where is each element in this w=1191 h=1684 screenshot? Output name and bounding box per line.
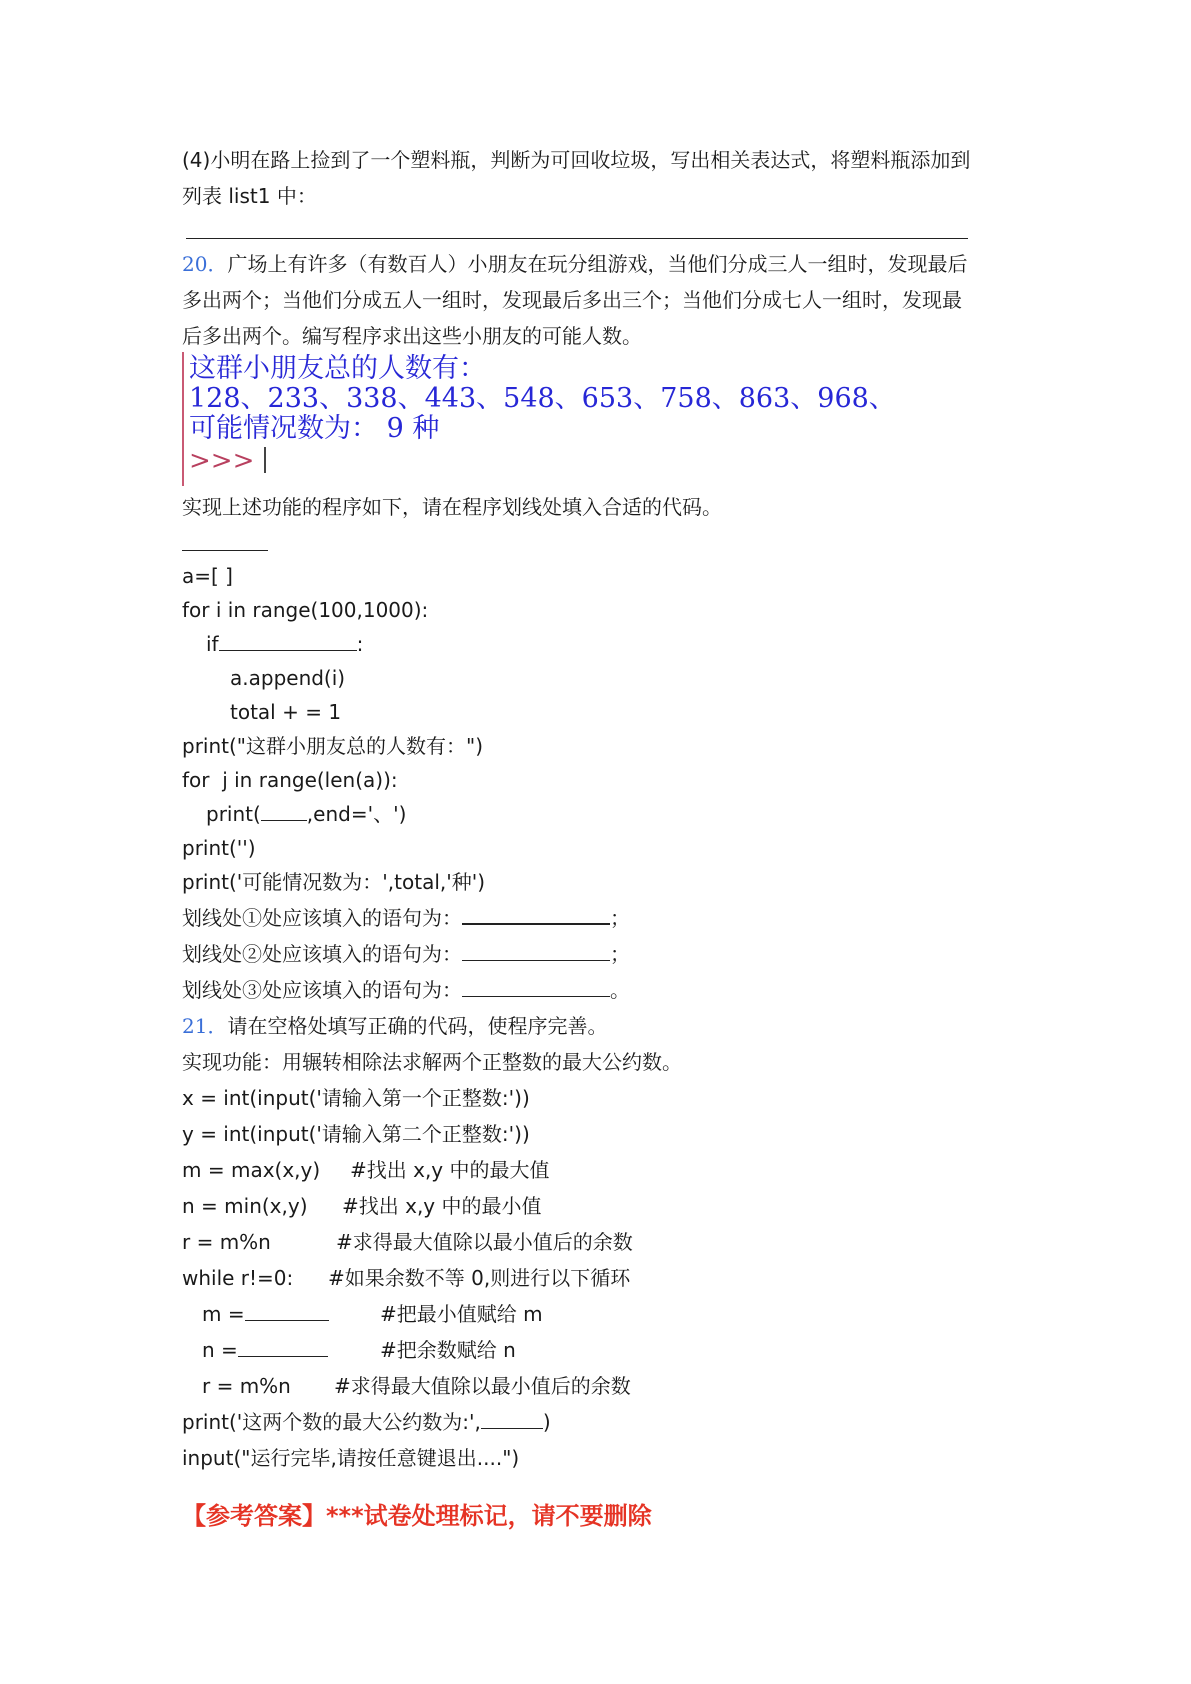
answer-header: 【参考答案】***试卷处理标记，请不要删除 — [182, 1502, 652, 1530]
comment-while: #如果余数不等 0,则进行以下循环 — [328, 1266, 631, 1290]
fill1-blank[interactable] — [462, 905, 610, 925]
code21-line5 — [182, 1228, 633, 1256]
q20-number: 20． — [182, 252, 228, 276]
code20-line8 — [206, 800, 406, 828]
q19-answer-line — [186, 238, 968, 239]
blank-n[interactable] — [238, 1338, 328, 1357]
blank-m[interactable] — [245, 1302, 329, 1321]
console-prompt: >>> — [189, 446, 255, 476]
q20-line2: 多出两个；当他们分成五人一组时，发现最后多出三个；当他们分成七人一组时，发现最 — [182, 288, 962, 312]
code21-m-assign: m = — [202, 1302, 245, 1326]
fill-line-2 — [182, 940, 630, 968]
code21-line6 — [182, 1264, 631, 1292]
code21-line2: y = int(input('请输入第二个正整数:')) — [182, 1122, 530, 1146]
q20-intro: 实现上述功能的程序如下，请在程序划线处填入合适的代码。 — [182, 495, 722, 519]
comment-mod: #求得最大值除以最小值后的余数 — [336, 1230, 633, 1254]
console-line3: 可能情况数为： 9 种 — [189, 413, 440, 444]
code20-colon: : — [356, 632, 364, 656]
q21-title-text: 请在空格处填写正确的代码，使程序完善。 — [227, 1014, 608, 1038]
code21-max: m = max(x,y) — [182, 1158, 321, 1182]
code20-line3 — [206, 630, 363, 658]
console-cursor — [264, 447, 266, 473]
comment-n: #把余数赋给 n — [380, 1338, 516, 1362]
code20-line4: a.append(i) — [230, 666, 346, 690]
code20-print: print( — [206, 802, 261, 826]
code21-line4 — [182, 1192, 542, 1220]
code20-line1: a=[ ] — [182, 564, 233, 588]
q21-number: 21． — [182, 1014, 228, 1038]
code21-line7 — [202, 1300, 543, 1328]
q21-desc: 实现功能：用辗转相除法求解两个正整数的最大公约数。 — [182, 1050, 682, 1074]
fill3-label: 划线处③处应该填入的语句为： — [182, 978, 462, 1002]
code20-line5: total + = 1 — [230, 700, 342, 724]
fill1-end: ； — [610, 906, 630, 930]
fill3-end: 。 — [610, 978, 630, 1002]
code21-line1: x = int(input('请输入第一个正整数:')) — [182, 1086, 530, 1110]
fill-line-1 — [182, 904, 630, 932]
q19-part4-line2: 列表 list1 中： — [182, 184, 317, 208]
code21-mod2: r = m%n — [202, 1374, 291, 1398]
fill-line-3 — [182, 976, 630, 1004]
comment-max: #找出 x,y 中的最大值 — [350, 1158, 550, 1182]
blank-1[interactable] — [219, 632, 357, 651]
q20-line1 — [182, 250, 967, 278]
q20-line3: 后多出两个。编写程序求出这些小朋友的可能人数。 — [182, 324, 642, 348]
q20-blank-top — [182, 550, 268, 551]
fill1-label: 划线处①处应该填入的语句为： — [182, 906, 462, 930]
q19-part4-line1: (4)小明在路上捡到了一个塑料瓶，判断为可回收垃圾，写出相关表达式，将塑料瓶添加到 — [182, 148, 971, 172]
q20-text-line1: 广场上有许多（有数百人）小朋友在玩分组游戏，当他们分成三人一组时，发现最后 — [227, 252, 968, 276]
code20-line2: for i in range(100,1000): — [182, 598, 429, 622]
q21-title — [182, 1012, 607, 1040]
code20-line10: print('可能情况数为：',total,'种') — [182, 870, 486, 894]
code20-if: if — [206, 632, 219, 656]
code21-line8 — [202, 1336, 516, 1364]
blank-2[interactable] — [261, 802, 307, 821]
code20-line7: for j in range(len(a)): — [182, 768, 398, 792]
code21-while: while r!=0: — [182, 1266, 294, 1290]
code21-print: print('这两个数的最大公约数为:', — [182, 1410, 481, 1434]
code21-min: n = min(x,y) — [182, 1194, 308, 1218]
comment-mod2: #求得最大值除以最小值后的余数 — [334, 1374, 631, 1398]
fill2-label: 划线处②处应该填入的语句为： — [182, 942, 462, 966]
fill3-blank[interactable] — [462, 978, 610, 997]
code20-line6: print("这群小朋友总的人数有：") — [182, 734, 483, 758]
console-line1: 这群小朋友总的人数有： — [189, 353, 486, 384]
console-prompt-line — [189, 446, 266, 476]
blank-gcd[interactable] — [481, 1410, 543, 1429]
fill2-end: ； — [610, 942, 630, 966]
console-output — [182, 352, 896, 486]
comment-m: #把最小值赋给 m — [380, 1302, 543, 1326]
code21-line3 — [182, 1156, 550, 1184]
code21-mod: r = m%n — [182, 1230, 271, 1254]
console-line2: 128、233、338、443、548、653、758、863、968、 — [189, 383, 896, 414]
code21-line9 — [202, 1372, 631, 1400]
comment-min: #找出 x,y 中的最小值 — [342, 1194, 542, 1218]
code20-line9: print('') — [182, 836, 256, 860]
code21-line10 — [182, 1408, 551, 1436]
fill2-blank[interactable] — [462, 942, 610, 961]
code21-line11: input("运行完毕,请按任意键退出....") — [182, 1446, 520, 1470]
code20-end: ,end='、') — [306, 802, 407, 826]
code21-print-end: ) — [542, 1410, 551, 1434]
code21-n-assign: n = — [202, 1338, 238, 1362]
